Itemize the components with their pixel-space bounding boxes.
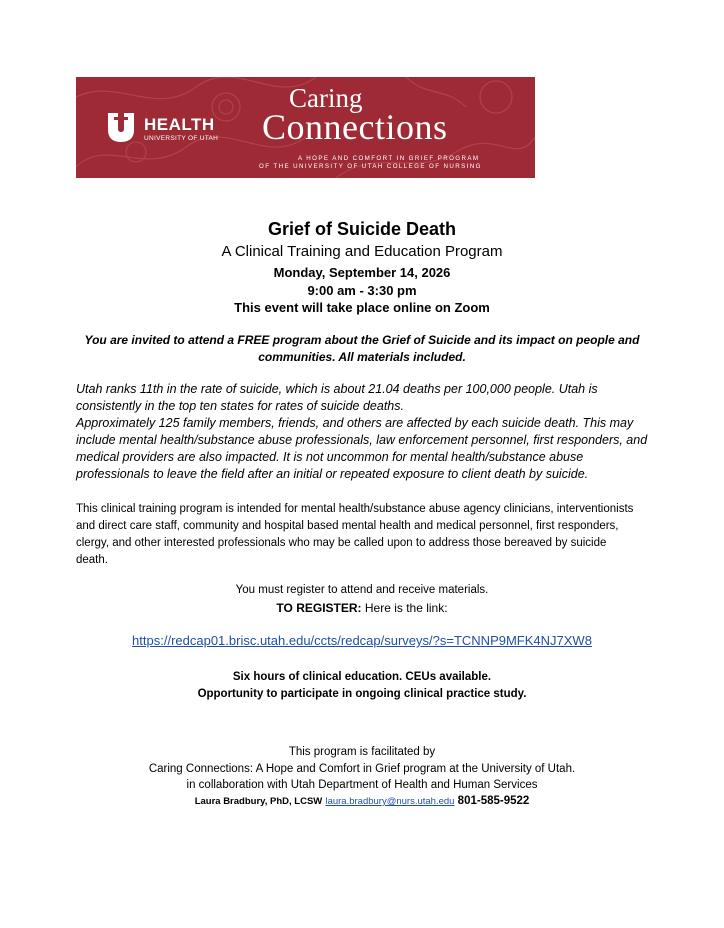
- contact-line: [0, 795, 724, 807]
- event-title: Grief of Suicide Death: [267, 219, 457, 239]
- event-location: This event will take place online on Zoom: [234, 300, 490, 315]
- statistics-paragraph-2: Approximately 125 family members, friends, and others are affected by each suicide death. This may include mental health/substance abuse professionals, law enforcement personnel, first responders, and medical providers are also impacted. It is not uncommon for mental health/substance abuse professionals to leave the field after an initial or repeated exposure to client death by suicide.: [76, 416, 648, 481]
- u-block-logo: [106, 111, 136, 143]
- register-label: TO REGISTER:: [276, 601, 362, 615]
- event-date: Monday, September 14, 2026: [273, 265, 451, 280]
- footer-facilitated: This program is facilitated by: [288, 746, 436, 758]
- event-subtitle: A Clinical Training and Education Program: [221, 243, 503, 260]
- university-wordmark: UNIVERSITY OF UTAH: [144, 135, 219, 142]
- contact-phone: 801-585-9522: [457, 795, 530, 807]
- contact-name: Laura Bradbury, PhD, LCSW: [194, 796, 323, 807]
- statistics-section: [76, 381, 656, 483]
- event-time: 9:00 am - 3:30 pm: [307, 283, 417, 298]
- register-text: Here is the link:: [361, 601, 448, 615]
- caring-wordmark: Caring: [289, 83, 363, 113]
- banner-tagline-1: A HOPE AND COMFORT IN GRIEF PROGRAM: [298, 155, 480, 162]
- registration-notice: You must register to attend and receive materials.: [235, 584, 489, 596]
- invitation-text: You are invited to attend a FREE program about the Grief of Suicide and its impact on people and communities. All materials included.: [84, 333, 640, 364]
- contact-email-link[interactable]: laura.bradbury@nurs.utah.edu: [325, 796, 455, 807]
- health-wordmark: HEALTH: [144, 115, 215, 134]
- registration-link[interactable]: https://redcap01.brisc.utah.edu/ccts/redcap/surveys/?s=TCNNP9MFK4NJ7XW8: [132, 633, 592, 648]
- study-benefit: Opportunity to participate in ongoing clinical practice study.: [197, 688, 527, 700]
- program-banner: [76, 77, 535, 178]
- footer-collaboration: in collaboration with Utah Department of Health and Human Services: [186, 779, 538, 791]
- footer-program: Caring Connections: A Hope and Comfort in Grief program at the University of Utah.: [148, 763, 576, 775]
- connections-wordmark: Connections: [262, 107, 448, 147]
- registration-instructions: [0, 601, 724, 615]
- audience-paragraph: This clinical training program is intended for mental health/substance abuse agency clinicians, interventionists and direct care staff, community and hospital based mental health and medical personnel, first responders, clergy, and other interested professionals who may be called upon to address those bereaved by suicide death.: [76, 503, 634, 566]
- ceu-benefit: Six hours of clinical education. CEUs available.: [232, 671, 492, 683]
- statistics-paragraph-1: Utah ranks 11th in the rate of suicide, which is about 21.04 deaths per 100,000 people. Utah is consistently in the top ten states for rates of suicide deaths.: [76, 382, 598, 413]
- banner-tagline-2: OF THE UNIVERSITY OF UTAH COLLEGE OF NURSING: [259, 163, 482, 170]
